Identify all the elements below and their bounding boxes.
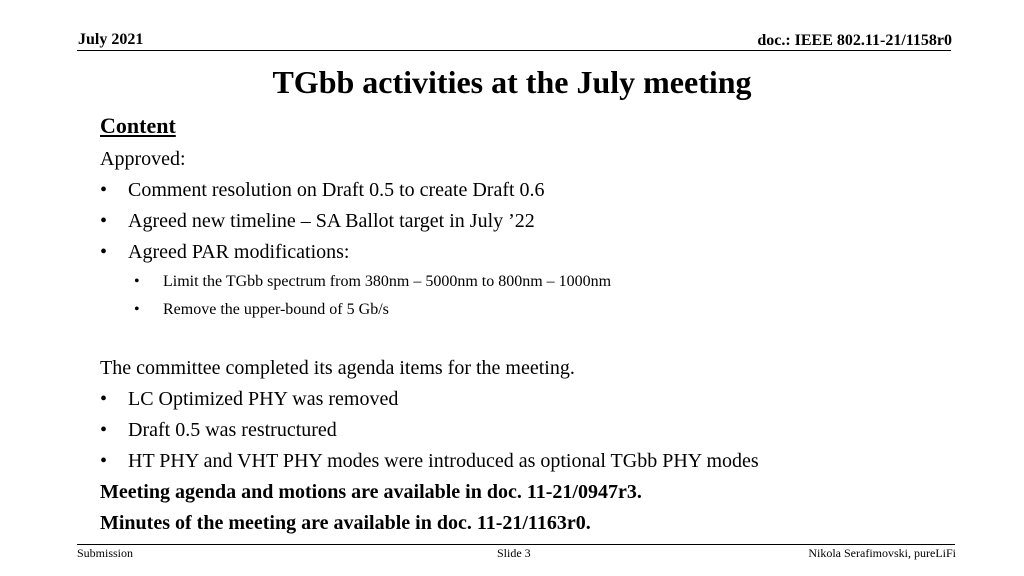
footer-submission: Submission — [77, 546, 134, 560]
bullet-icon: • — [100, 419, 108, 441]
agenda-note: Meeting agenda and motions are available in doc. 11-21/0947r3. — [100, 481, 642, 503]
committee-item-text: LC Optimized PHY was removed — [128, 388, 399, 410]
par-modification-text: Remove the upper-bound of 5 Gb/s — [163, 301, 389, 318]
committee-statement: The committee completed its agenda items for the meeting. — [100, 357, 575, 379]
footer-slide-number: Slide 3 — [497, 546, 531, 560]
committee-item-text: Draft 0.5 was restructured — [128, 419, 337, 441]
approved-item-text: Comment resolution on Draft 0.5 to create Draft 0.6 — [128, 179, 545, 201]
minutes-note: Minutes of the meeting are available in doc. 11-21/1163r0. — [100, 512, 591, 534]
approved-label: Approved: — [100, 148, 186, 170]
bullet-icon: • — [134, 273, 140, 290]
bullet-icon: • — [100, 388, 108, 410]
slide-title: TGbb activities at the July meeting — [272, 64, 752, 100]
bullet-icon: • — [100, 450, 108, 472]
footer-author: Nikola Serafimovski, pureLiFi — [808, 546, 956, 560]
bullet-icon: • — [100, 241, 108, 263]
header-doc-id: doc.: IEEE 802.11-21/1158r0 — [757, 32, 952, 49]
header-date: July 2021 — [78, 31, 144, 48]
header-divider — [77, 50, 951, 51]
content-heading: Content — [100, 113, 176, 138]
bullet-icon: • — [100, 210, 108, 232]
bullet-icon: • — [100, 179, 108, 201]
footer-divider — [77, 544, 955, 545]
approved-item-text: Agreed PAR modifications: — [128, 241, 350, 263]
approved-item-text: Agreed new timeline – SA Ballot target in July ’22 — [128, 210, 535, 232]
bullet-icon: • — [134, 301, 140, 318]
committee-item-text: HT PHY and VHT PHY modes were introduced as optional TGbb PHY modes — [128, 450, 759, 472]
par-modification-text: Limit the TGbb spectrum from 380nm – 5000nm to 800nm – 1000nm — [163, 273, 612, 290]
